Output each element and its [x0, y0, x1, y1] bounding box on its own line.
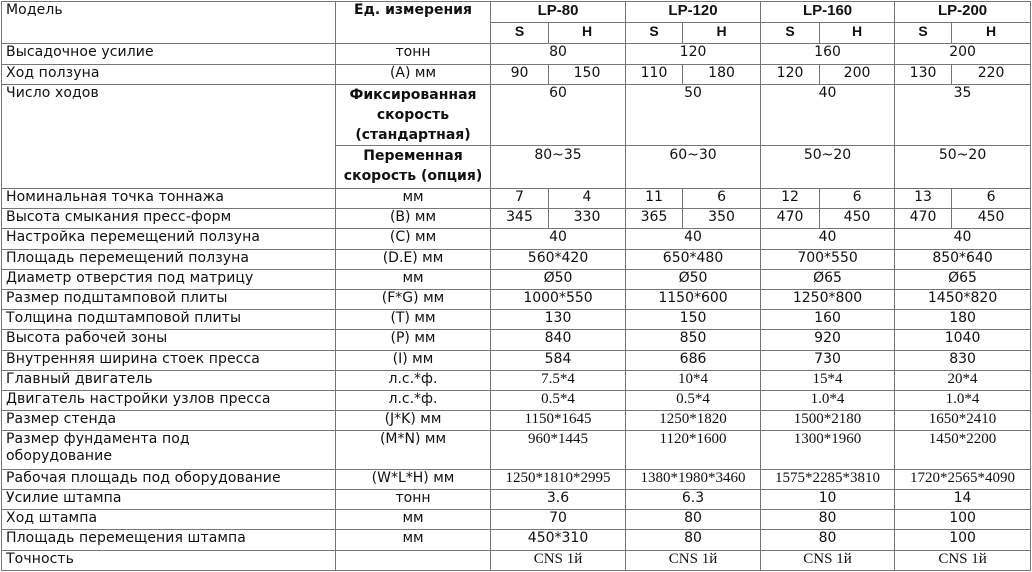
row-unit: (A) мм — [336, 64, 491, 84]
row-dieforce — [2, 489, 1031, 509]
row-label: Номинальная точка тоннажа — [2, 188, 336, 208]
cell: 40 — [761, 84, 895, 146]
row-unit: мм — [336, 269, 491, 289]
cell: 120 — [761, 64, 820, 84]
row-foundation — [2, 431, 1031, 469]
cell: 80 — [626, 530, 761, 550]
row-tonnage — [2, 188, 1031, 208]
row-unit: тонн — [336, 44, 491, 64]
cell: 1150*600 — [626, 289, 761, 309]
row-adjmotor — [2, 390, 1031, 410]
row-unit: (W*L*H) мм — [336, 469, 491, 489]
cell: 830 — [895, 350, 1031, 370]
row-hole — [2, 269, 1031, 289]
cell: 90 — [491, 64, 549, 84]
row-label: Размер подштамповой плиты — [2, 289, 336, 309]
row-unit: (F*G) мм — [336, 289, 491, 309]
cell: 1450*2200 — [895, 431, 1031, 469]
row-label: Главный двигатель — [2, 370, 336, 390]
cell: 50 — [626, 84, 761, 146]
model-lp200: LP-200 — [895, 2, 1031, 23]
row-unit: (C) мм — [336, 229, 491, 249]
cell: 7 — [491, 188, 549, 208]
cell: 180 — [683, 64, 761, 84]
cell: 560*420 — [491, 249, 626, 269]
cell: 840 — [491, 330, 626, 350]
cell: 3.6 — [491, 489, 626, 509]
h-label: H — [683, 23, 761, 44]
cell: 40 — [761, 229, 895, 249]
row-unit: мм — [336, 188, 491, 208]
cell: 50~20 — [761, 146, 895, 188]
h-label: H — [820, 23, 895, 44]
cell: 700*550 — [761, 249, 895, 269]
cell: 0.5*4 — [491, 390, 626, 410]
cell: 80 — [491, 44, 626, 64]
cell: 7.5*4 — [491, 370, 626, 390]
row-label: Внутренняя ширина стоек пресса — [2, 350, 336, 370]
cell: 850*640 — [895, 249, 1031, 269]
row-unit: тонн — [336, 489, 491, 509]
cell: 1720*2565*4090 — [895, 469, 1031, 489]
cell: 850 — [626, 330, 761, 350]
cell: 11 — [626, 188, 683, 208]
cell: 130 — [895, 64, 952, 84]
cell: 160 — [761, 310, 895, 330]
row-innerwidth — [2, 350, 1031, 370]
row-unit: (I) мм — [336, 350, 491, 370]
row-diestroke — [2, 510, 1031, 530]
cell: 1150*1645 — [491, 411, 626, 431]
cell: 6 — [683, 188, 761, 208]
cell: 150 — [549, 64, 626, 84]
cell: 10 — [761, 489, 895, 509]
cell: 1250*800 — [761, 289, 895, 309]
row-label: Размер стенда — [2, 411, 336, 431]
cell: 10*4 — [626, 370, 761, 390]
row-bolster — [2, 289, 1031, 309]
cell: 345 — [491, 209, 549, 229]
row-unit: (B) мм — [336, 209, 491, 229]
row-unit: (M*N) мм — [336, 431, 491, 469]
row-label: Точность — [2, 550, 336, 570]
s-label: S — [626, 23, 683, 44]
cell: 12 — [761, 188, 820, 208]
cell: 20*4 — [895, 370, 1031, 390]
h-label: H — [952, 23, 1031, 44]
row-unit: (D.E) мм — [336, 249, 491, 269]
row-label: Усилие штампа — [2, 489, 336, 509]
row-label: Ход штампа — [2, 510, 336, 530]
row-slidearea — [2, 249, 1031, 269]
cell: 1250*1810*2995 — [491, 469, 626, 489]
cell: CNS 1й — [626, 550, 761, 570]
cell: Ø65 — [761, 269, 895, 289]
cell: 1300*1960 — [761, 431, 895, 469]
cell: 960*1445 — [491, 431, 626, 469]
cell: 50~20 — [895, 146, 1031, 188]
row-label: Высота смыкания пресс-форм — [2, 209, 336, 229]
cell: Ø50 — [491, 269, 626, 289]
row-unit — [336, 550, 491, 570]
cell: 13 — [895, 188, 952, 208]
cell: 1450*820 — [895, 289, 1031, 309]
cell: 450*310 — [491, 530, 626, 550]
cell: 80 — [626, 510, 761, 530]
row-force — [2, 44, 1031, 64]
cell: 35 — [895, 84, 1031, 146]
cell: 40 — [491, 229, 626, 249]
cell: 160 — [761, 44, 895, 64]
cell: 1120*1600 — [626, 431, 761, 469]
cell: CNS 1й — [895, 550, 1031, 570]
row-label: Ход ползуна — [2, 64, 336, 84]
cell: 80 — [761, 510, 895, 530]
cell: 40 — [895, 229, 1031, 249]
row-spm-fixed — [2, 84, 1031, 146]
cell: 6.3 — [626, 489, 761, 509]
cell: 350 — [683, 209, 761, 229]
cell: 584 — [491, 350, 626, 370]
row-unit: (P) мм — [336, 330, 491, 350]
row-label: Площадь перемещения штампа — [2, 530, 336, 550]
row-unit: мм — [336, 530, 491, 550]
row-label: Толщина подштамповой плиты — [2, 310, 336, 330]
header-row — [2, 2, 1031, 23]
cell: 80 — [761, 530, 895, 550]
cell: 14 — [895, 489, 1031, 509]
cell: 1575*2285*3810 — [761, 469, 895, 489]
row-accuracy — [2, 550, 1031, 570]
cell: Ø65 — [895, 269, 1031, 289]
cell: 730 — [761, 350, 895, 370]
cell: CNS 1й — [491, 550, 626, 570]
row-label: Высота рабочей зоны — [2, 330, 336, 350]
cell: 470 — [895, 209, 952, 229]
cell: 110 — [626, 64, 683, 84]
row-unit: (J*K) мм — [336, 411, 491, 431]
cell: 1.0*4 — [761, 390, 895, 410]
spec-table — [1, 1, 1031, 571]
variable-speed-label: Переменная скорость (опция) — [336, 146, 491, 188]
cell: 120 — [626, 44, 761, 64]
cell: 1000*550 — [491, 289, 626, 309]
cell: CNS 1й — [761, 550, 895, 570]
header-param: Модель — [2, 2, 336, 44]
cell: 1250*1820 — [626, 411, 761, 431]
cell: 650*480 — [626, 249, 761, 269]
model-lp120: LP-120 — [626, 2, 761, 23]
cell: 40 — [626, 229, 761, 249]
row-unit: (T) мм — [336, 310, 491, 330]
cell: 100 — [895, 530, 1031, 550]
row-diearea — [2, 530, 1031, 550]
cell: 686 — [626, 350, 761, 370]
cell: 920 — [761, 330, 895, 350]
cell: 100 — [895, 510, 1031, 530]
cell: 200 — [820, 64, 895, 84]
model-lp160: LP-160 — [761, 2, 895, 23]
header-unit: Ед. измерения — [336, 2, 491, 44]
cell: 1380*1980*3460 — [626, 469, 761, 489]
cell: 6 — [820, 188, 895, 208]
cell: 6 — [952, 188, 1031, 208]
cell: 70 — [491, 510, 626, 530]
row-label: Высадочное усилие — [2, 44, 336, 64]
s-label: S — [761, 23, 820, 44]
s-label: S — [491, 23, 549, 44]
cell: 365 — [626, 209, 683, 229]
row-label: Настройка перемещений ползуна — [2, 229, 336, 249]
cell: 60~30 — [626, 146, 761, 188]
h-label: H — [549, 23, 626, 44]
row-label: Диаметр отверстия под матрицу — [2, 269, 336, 289]
cell: 450 — [820, 209, 895, 229]
row-label: Размер фундамента под оборудование — [2, 431, 336, 469]
row-unit: л.с.*ф. — [336, 370, 491, 390]
cell: 330 — [549, 209, 626, 229]
cell: 15*4 — [761, 370, 895, 390]
row-stand — [2, 411, 1031, 431]
row-unit: мм — [336, 510, 491, 530]
row-unit: л.с.*ф. — [336, 390, 491, 410]
cell: 80~35 — [491, 146, 626, 188]
model-lp80: LP-80 — [491, 2, 626, 23]
row-label: Рабочая площадь под оборудование — [2, 469, 336, 489]
cell: 1500*2180 — [761, 411, 895, 431]
row-label: Площадь перемещений ползуна — [2, 249, 336, 269]
cell: 450 — [952, 209, 1031, 229]
cell: 1650*2410 — [895, 411, 1031, 431]
cell: 4 — [549, 188, 626, 208]
row-slideadj — [2, 229, 1031, 249]
fixed-speed-label: Фиксированная скорость (стандартная) — [336, 84, 491, 146]
row-dieheight — [2, 209, 1031, 229]
row-workheight — [2, 330, 1031, 350]
s-label: S — [895, 23, 952, 44]
cell: 1.0*4 — [895, 390, 1031, 410]
cell: 60 — [491, 84, 626, 146]
cell: 1040 — [895, 330, 1031, 350]
cell: 200 — [895, 44, 1031, 64]
row-label: Число ходов — [2, 84, 336, 188]
cell: Ø50 — [626, 269, 761, 289]
cell: 220 — [952, 64, 1031, 84]
cell: 130 — [491, 310, 626, 330]
row-bolsterthk — [2, 310, 1031, 330]
row-motor — [2, 370, 1031, 390]
cell: 180 — [895, 310, 1031, 330]
row-workarea — [2, 469, 1031, 489]
row-label: Двигатель настройки узлов пресса — [2, 390, 336, 410]
cell: 150 — [626, 310, 761, 330]
cell: 0.5*4 — [626, 390, 761, 410]
cell: 470 — [761, 209, 820, 229]
row-stroke — [2, 64, 1031, 84]
